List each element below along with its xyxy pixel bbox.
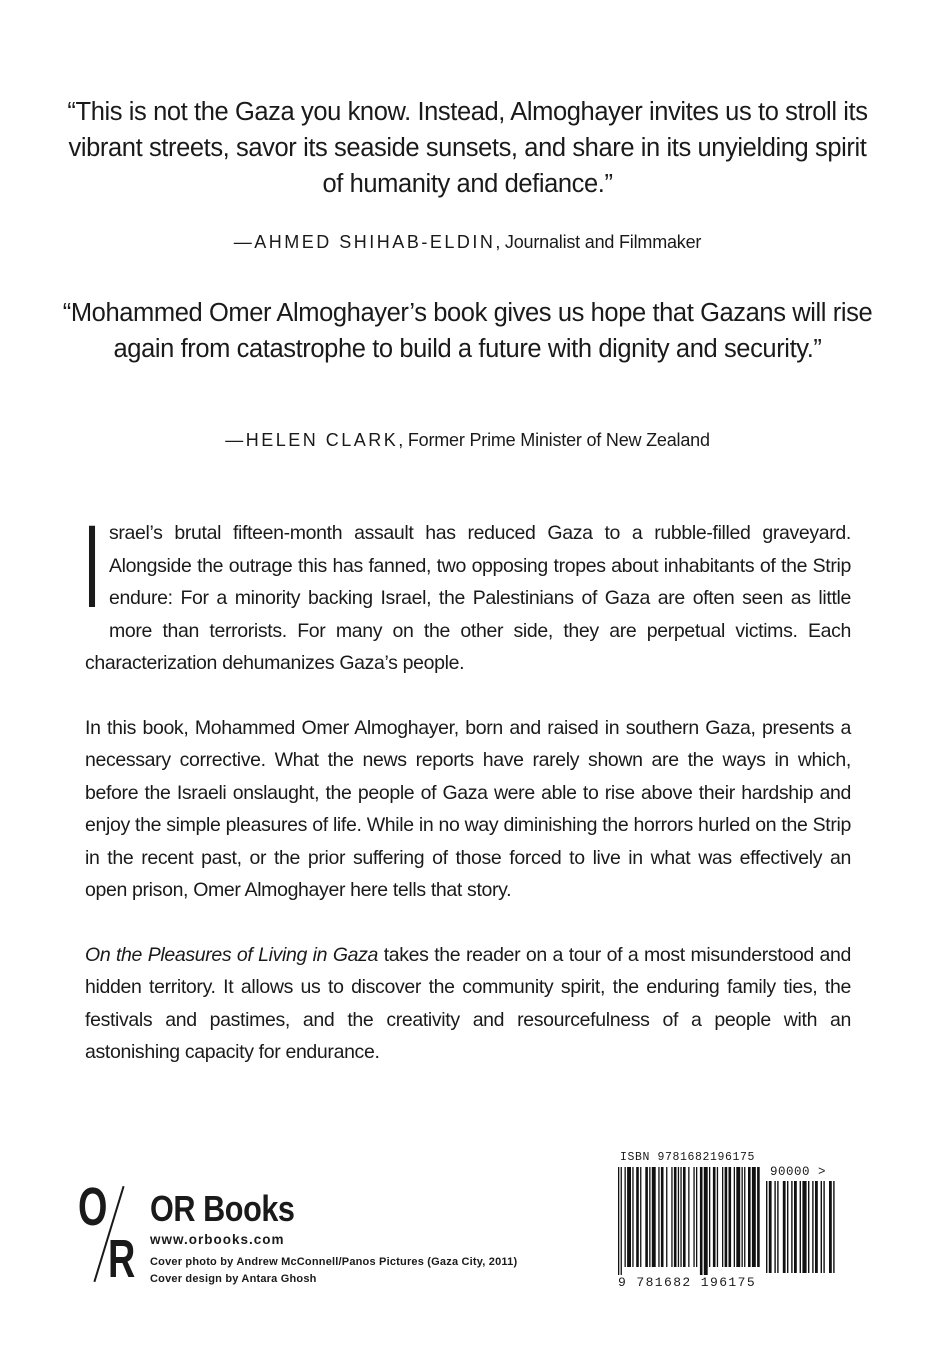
publisher-name: OR Books (150, 1188, 295, 1229)
blurb-author-1: —AHMED SHIHAB-ELDIN (233, 232, 496, 252)
barcode-main-bars (618, 1167, 760, 1275)
description-paragraph-3-text: takes the reader on a tour of a most misunderstood and hidden territory. It allows us to discover the community spirit, the enduring family ties, the festivals and pastimes, and the creativity and resourcefulness of a people with an astonishing capacity for endurance. (85, 943, 852, 1063)
design-credit: Cover design by Antara Ghosh (150, 1273, 317, 1285)
description-paragraph-1 (83, 501, 851, 680)
barcode-addon-bars (766, 1181, 836, 1273)
description-paragraph-3 (85, 939, 851, 1069)
blurb-quote-1: “This is not the Gaza you know. Instead, Almoghayer invites us to stroll its vibrant streets, savor its seaside sunsets, and share in its unyielding spirit of humanity and defiance.” (67, 98, 868, 198)
blurb-attribution-1 (60, 232, 875, 253)
isbn-barcode (598, 1145, 860, 1295)
blurb-attribution-2 (60, 430, 875, 451)
blurb-role-1: , Journalist and Filmmaker (495, 232, 702, 252)
drop-cap: I (83, 501, 101, 633)
blurb-quote-2: “Mohammed Omer Almoghayer’s book gives us hope that Gazans will rise again from catastrophe to build a future with dignity and security.” (62, 299, 873, 363)
description-paragraph-2: In this book, Mohammed Omer Almoghayer, born and raised in southern Gaza, presents a necessary corrective. What the news reports have rarely shown are the ways in which, before the Israeli onslaught, the people of Gaza were able to rise above their hardship and enjoy the simple pleasures of life. While in no way diminishing the horrors hurled on the Strip in the recent past, or the prior suffering of those forced to live in what was effectively an open prison, Omer Almoghayer here tells that story. (85, 716, 851, 901)
book-description (83, 501, 852, 1069)
photo-credit: Cover photo by Andrew McConnell/Panos Pictures (Gaza City, 2011) (150, 1256, 518, 1268)
publisher-url: www.orbooks.com (150, 1232, 285, 1247)
or-books-logo (78, 1177, 140, 1290)
blurb-role-2: , Former Prime Minister of New Zealand (398, 430, 710, 450)
description-paragraph-1-text: srael’s brutal fifteen-month assault has reduced Gaza to a rubble-filled graveyard. Alongside the outrage this has fanned, two opposing tropes about inhabitants of the Strip endure: For a minority backing Israel, the Palestinians of Gaza are often seen as little more than terrorists. For many on the other side, they are perpetual victims. Each characterization dehumanizes Gaza’s people. (85, 522, 851, 674)
book-title: On the Pleasures of Living in Gaza (85, 943, 379, 966)
isbn-label: ISBN 9781682196175 (620, 1151, 756, 1164)
price-code: 90000 > (770, 1165, 827, 1179)
isbn-digits: 9 781682 196175 (618, 1275, 757, 1290)
blurb-author-2: —HELEN CLARK (225, 430, 399, 450)
logo-letter-o: O (78, 1177, 108, 1237)
logo-letter-r: R (108, 1229, 136, 1289)
